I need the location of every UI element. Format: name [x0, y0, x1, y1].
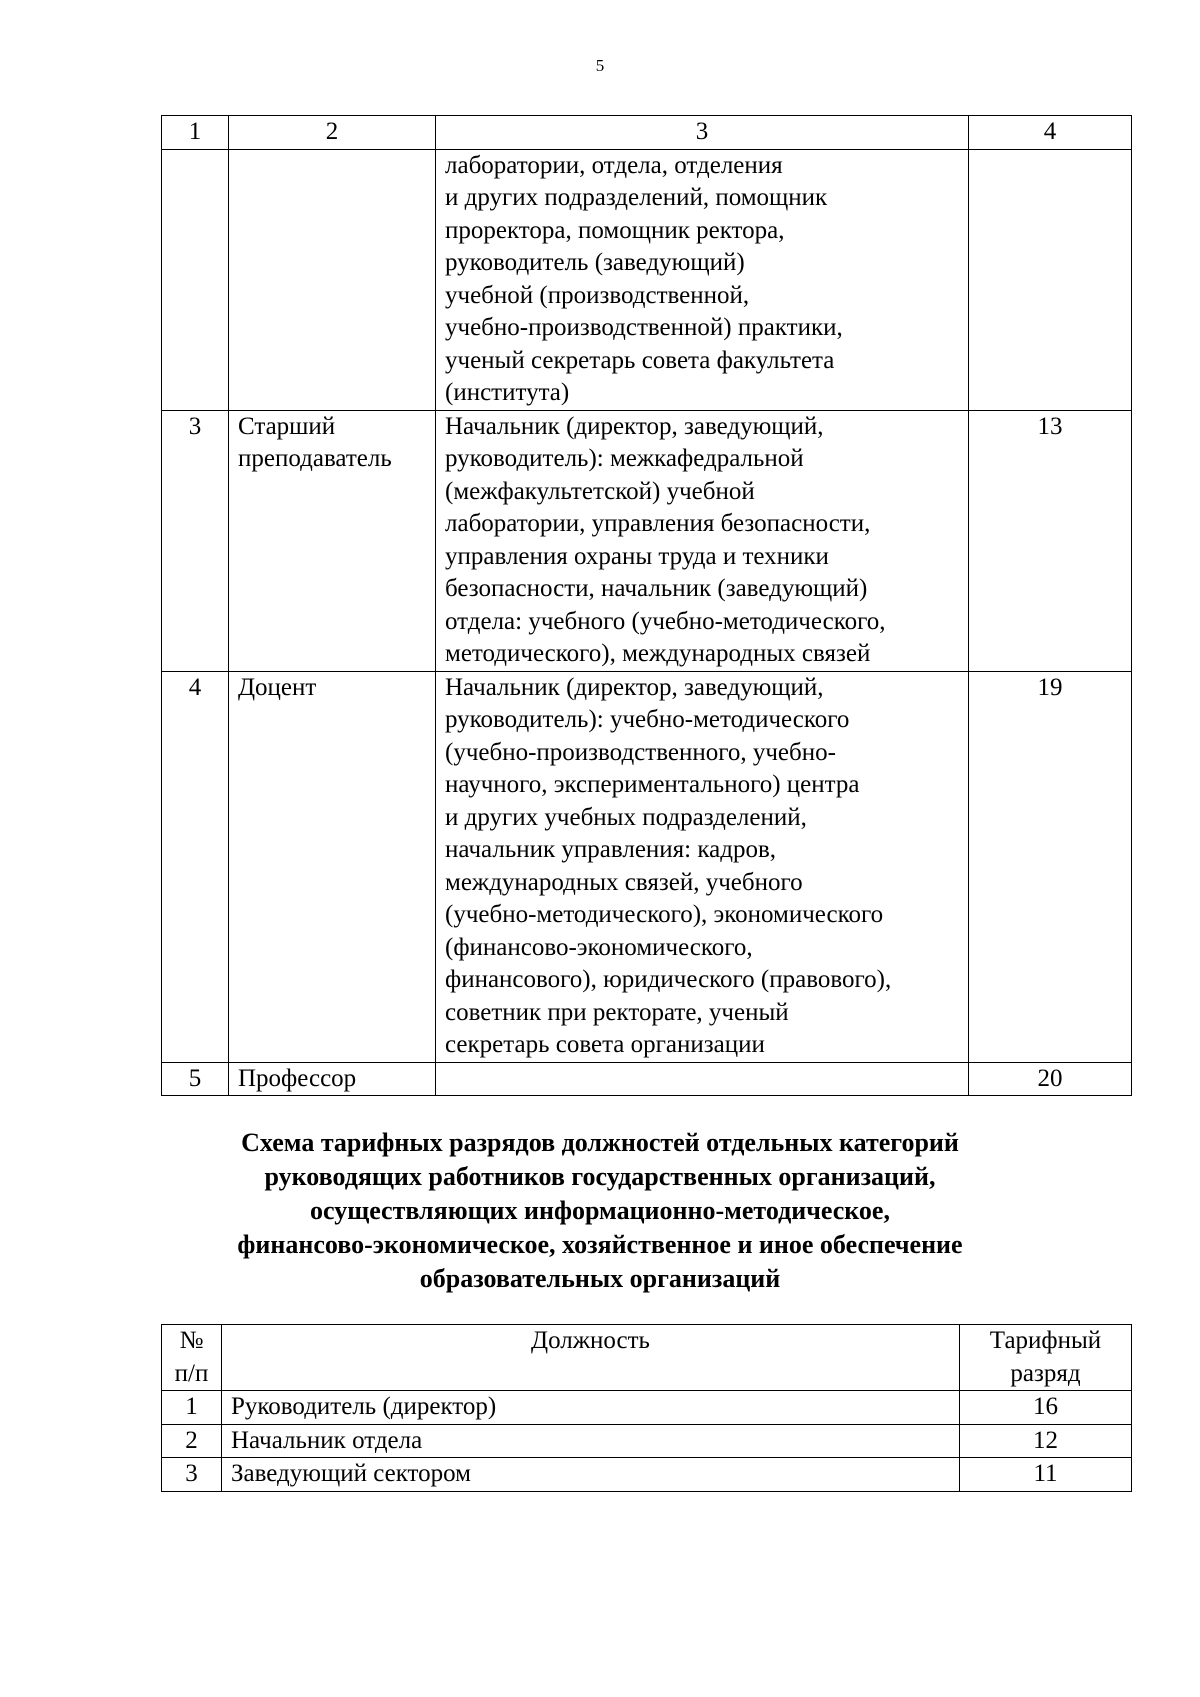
row-number: 2: [162, 1424, 222, 1458]
duties-line: руководитель): учебно-методического: [445, 706, 850, 733]
table-row: [162, 1424, 1132, 1458]
table-row: [162, 1062, 1132, 1096]
duties-line: научного, экспериментального) центра: [445, 771, 860, 798]
header-line: №: [179, 1327, 204, 1354]
section-title-line: финансово-экономическое, хозяйственное и иное обеспечение: [237, 1230, 963, 1259]
row-number: 1: [162, 1391, 222, 1425]
duties-line: управления охраны труда и техники: [445, 542, 829, 570]
position-line: Доцент: [238, 673, 317, 701]
table-row: [162, 671, 1132, 1062]
tariff-table: [161, 1324, 1132, 1492]
duties-cell: [436, 1062, 969, 1096]
position-cell: [229, 671, 436, 1062]
column-header: 4: [969, 116, 1132, 150]
position-line: Профессор: [238, 1064, 357, 1092]
table-row: [162, 1458, 1132, 1492]
positions-table: [161, 115, 1132, 1096]
rank-cell: 20: [969, 1062, 1132, 1096]
header-line: разряд: [1010, 1359, 1081, 1387]
section-title: [0, 1126, 1200, 1296]
number-header: [162, 1325, 222, 1391]
row-number: 5: [162, 1062, 229, 1096]
duties-line: безопасности, начальник (заведующий): [445, 575, 868, 602]
rank-header: [960, 1325, 1132, 1391]
table-row: [162, 1391, 1132, 1425]
position-cell: [229, 149, 436, 410]
duties-line: учебно-производственной) практики,: [445, 314, 843, 341]
duties-line: лаборатории, управления безопасности,: [445, 510, 871, 537]
page-number: 5: [595, 56, 605, 75]
duties-line: руководитель): межкафедральной: [445, 445, 804, 472]
section-title-line: Схема тарифных разрядов должностей отдельных категорий: [241, 1128, 959, 1157]
duties-line: и других подразделений, помощник: [445, 184, 828, 211]
table-row: [162, 149, 1132, 410]
column-header: 2: [229, 116, 436, 150]
duties-line: Начальник (директор, заведующий,: [445, 673, 824, 701]
duties-line: лаборатории, отдела, отделения: [445, 151, 783, 179]
duties-cell: [436, 410, 969, 671]
position-cell: Руководитель (директор): [222, 1391, 960, 1425]
duties-line: международных связей, учебного: [445, 868, 803, 896]
rank-cell: 19: [969, 671, 1132, 1062]
rank-cell: 16: [960, 1391, 1132, 1425]
row-number: 4: [162, 671, 229, 1062]
rank-cell: [969, 149, 1132, 410]
duties-line: методического), международных связей: [445, 640, 871, 667]
position-line: Старший: [238, 412, 336, 440]
duties-line: (финансово-экономического,: [445, 933, 753, 961]
duties-line: секретарь совета организации: [445, 1031, 765, 1058]
header-line: п/п: [174, 1359, 209, 1387]
header-line: Тарифный: [989, 1327, 1102, 1354]
duties-line: (учебно-методического), экономического: [445, 901, 884, 928]
duties-line: руководитель (заведующий): [445, 249, 745, 276]
duties-line: отдела: учебного (учебно-методического,: [445, 607, 886, 635]
rank-cell: 12: [960, 1424, 1132, 1458]
position-line: преподаватель: [238, 445, 392, 472]
duties-line: ученый секретарь совета факультета: [445, 346, 835, 374]
position-header: Должность: [222, 1325, 960, 1391]
duties-line: Начальник (директор, заведующий,: [445, 412, 824, 440]
column-header: 1: [162, 116, 229, 150]
position-cell: Заведующий сектором: [222, 1458, 960, 1492]
position-cell: [229, 1062, 436, 1096]
duties-line: и других учебных подразделений,: [445, 803, 807, 831]
section-title-line: образовательных организаций: [419, 1264, 781, 1293]
duties-line: (межфакультетской) учебной: [445, 477, 755, 505]
section-title-line: руководящих работников государственных организаций,: [264, 1162, 936, 1191]
table-header-row: [162, 116, 1132, 150]
duties-line: проректора, помощник ректора,: [445, 216, 785, 244]
position-cell: [229, 410, 436, 671]
section-title-line: осуществляющих информационно-методическое,: [310, 1196, 890, 1225]
table-header-row: [162, 1325, 1132, 1391]
column-header: 3: [436, 116, 969, 150]
rank-cell: 11: [960, 1458, 1132, 1492]
duties-line: учебной (производственной,: [445, 281, 750, 309]
duties-line: (учебно-производственного, учебно-: [445, 738, 836, 766]
row-number: 3: [162, 1458, 222, 1492]
duties-cell: [436, 671, 969, 1062]
duties-line: (института): [445, 379, 570, 406]
row-number: 3: [162, 410, 229, 671]
duties-line: начальник управления: кадров,: [445, 836, 777, 863]
duties-line: советник при ректорате, ученый: [445, 998, 789, 1026]
row-number: [162, 149, 229, 410]
position-cell: Начальник отдела: [222, 1424, 960, 1458]
table-row: [162, 410, 1132, 671]
duties-cell: [436, 149, 969, 410]
rank-cell: 13: [969, 410, 1132, 671]
duties-line: финансового), юридического (правового),: [445, 966, 892, 993]
